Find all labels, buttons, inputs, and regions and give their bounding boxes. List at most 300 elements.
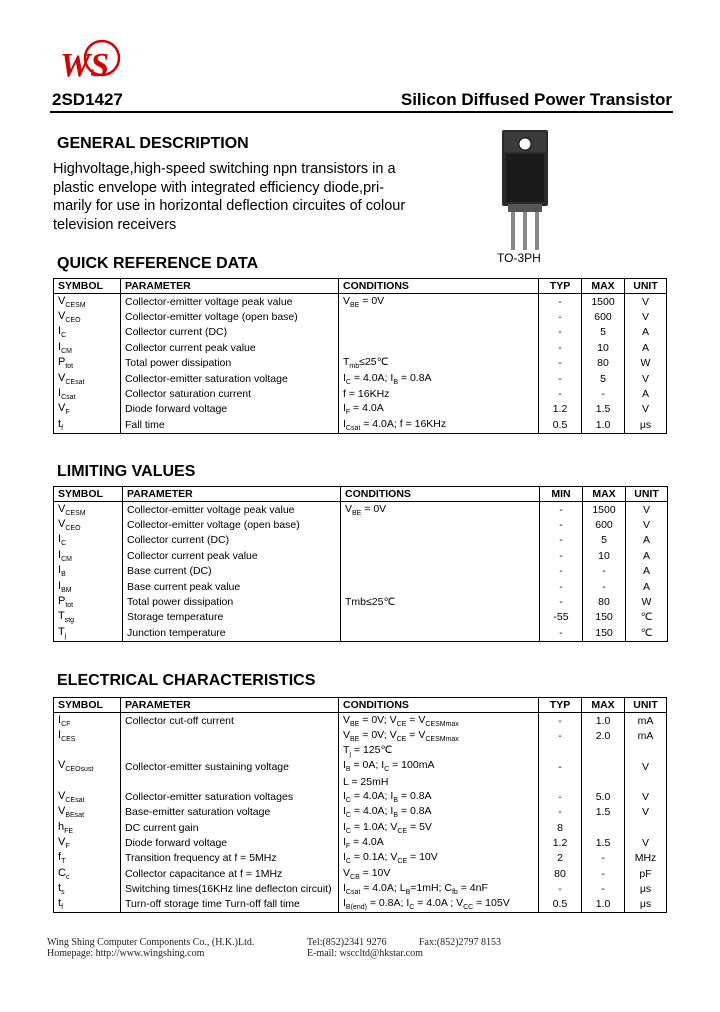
table-row <box>54 625 668 641</box>
symbol-subscript: F <box>65 409 70 417</box>
conditions-cell: $I_F = 4.0A$ <box>339 402 539 417</box>
symbol-subscript: CEsat <box>65 378 85 386</box>
conditions-cell <box>339 340 539 355</box>
symbol-subscript: Csat <box>61 394 76 402</box>
typ-cell: - <box>539 340 582 355</box>
table-row <box>54 402 667 417</box>
min-cell: - <box>540 594 583 609</box>
param-cell: Collector-emitter voltage (open base) <box>123 517 341 532</box>
symbol-subscript: T <box>61 858 66 866</box>
table-row <box>54 517 668 532</box>
symbol-cell <box>54 594 123 609</box>
conditions-cell <box>341 517 540 532</box>
unit-cell: V <box>625 805 667 820</box>
param-cell <box>121 774 339 789</box>
max-cell <box>582 774 625 789</box>
column-header: UNIT <box>625 279 667 294</box>
limiting-values-table <box>53 486 668 642</box>
column-header: SYMBOL <box>54 279 121 294</box>
symbol-subscript: CM <box>61 555 72 563</box>
conditions-cell: $T_{mb}\le 25℃$ <box>339 356 539 371</box>
table-row <box>54 340 667 355</box>
param-cell: Transition frequency at f = 5MHz <box>121 851 339 866</box>
unit-cell: W <box>626 594 668 609</box>
min-cell: -55 <box>540 610 583 625</box>
max-cell: 5.0 <box>582 789 625 804</box>
symbol-letter: T <box>58 625 65 638</box>
symbol-letter: V <box>58 310 66 323</box>
unit-cell: ℃ <box>626 610 668 625</box>
table-row <box>54 502 668 518</box>
electrical-characteristics-table <box>53 697 667 913</box>
typ-cell: - <box>539 356 582 371</box>
min-cell: - <box>540 548 583 563</box>
conditions-cell: $V_{BE} = 0V$ <box>339 294 539 310</box>
symbol-letter: I <box>58 713 62 726</box>
logo-text: WS <box>60 47 110 84</box>
conditions-cell: $V_{BE} = 0V$ <box>341 502 540 518</box>
symbol-cell <box>54 774 121 789</box>
conditions-cell: $I_F = 4.0A$ <box>339 835 539 850</box>
typ-cell: - <box>539 713 582 729</box>
typ-cell: - <box>539 371 582 386</box>
column-header: PARAMETER <box>121 698 339 713</box>
unit-cell: pF <box>625 866 667 881</box>
param-cell: Collector current (DC) <box>121 325 339 340</box>
conditions-cell: $I_C = 0.1A$; $V_{CE} = 10V$ <box>339 851 539 866</box>
column-header: CONDITIONS <box>341 487 540 502</box>
param-cell: Collector current peak value <box>123 548 341 563</box>
table-row <box>54 533 668 548</box>
param-cell: Collector current (DC) <box>123 533 341 548</box>
param-cell: Collector current peak value <box>121 340 339 355</box>
column-header: CONDITIONS <box>339 279 539 294</box>
table-row <box>54 356 667 371</box>
symbol-letter: V <box>58 402 66 415</box>
typ-cell: 1.2 <box>539 835 582 850</box>
param-cell: Collector cut-off current <box>121 713 339 729</box>
unit-cell: V <box>625 835 667 850</box>
symbol-cell <box>54 386 121 401</box>
max-cell: 150 <box>583 625 626 641</box>
table-row <box>54 897 667 913</box>
param-cell: Collector-emitter voltage peak value <box>123 502 341 518</box>
typ-cell: - <box>539 805 582 820</box>
footer-company: Wing Shing Computer Components Co., (H.K.)Ltd. <box>47 937 255 948</box>
typ-cell: 8 <box>539 820 582 835</box>
title-divider <box>50 111 673 113</box>
symbol-cell <box>54 502 123 518</box>
symbol-subscript: CESM <box>65 301 86 309</box>
quick-reference-heading: QUICK REFERENCE DATA <box>57 255 259 272</box>
column-header: MAX <box>582 279 625 294</box>
footer-tel: Tel:(852)2341 9276 <box>307 937 387 948</box>
typ-cell: 80 <box>539 866 582 881</box>
symbol-subscript: tot <box>65 363 74 371</box>
symbol-letter: I <box>58 728 62 741</box>
column-header: TYP <box>539 279 582 294</box>
symbol-cell <box>54 417 121 433</box>
symbol-cell <box>54 294 121 310</box>
conditions-cell: $I_C = 4.0A$; $I_B = 0.8A$ <box>339 371 539 386</box>
max-cell: 1.5 <box>582 835 625 850</box>
max-cell <box>582 744 625 759</box>
symbol-letter: V <box>58 805 66 818</box>
param-cell: Diode forward voltage <box>121 402 339 417</box>
conditions-cell: $V_{BE} = 0V$; $V_{CE} = V_{CESMmax}$ <box>339 728 539 743</box>
symbol-cell <box>54 340 121 355</box>
conditions-cell: f = 16KHz <box>339 386 539 401</box>
param-cell: Collector-emitter saturation voltages <box>121 789 339 804</box>
conditions-cell <box>339 309 539 324</box>
symbol-subscript: CEOsust <box>65 766 94 774</box>
max-cell: 5 <box>582 371 625 386</box>
max-cell: 5 <box>582 325 625 340</box>
unit-cell: A <box>625 386 667 401</box>
symbol-cell <box>54 744 121 759</box>
table-row <box>54 759 667 774</box>
param-cell: Collector-emitter sustaining voltage <box>121 759 339 774</box>
max-cell: 600 <box>582 309 625 324</box>
table-row <box>54 881 667 896</box>
param-cell: Total power dissipation <box>123 594 341 609</box>
param-cell <box>121 744 339 759</box>
symbol-letter: I <box>58 533 62 546</box>
symbol-letter: f <box>58 851 62 864</box>
symbol-letter: V <box>58 790 66 803</box>
description-line: television receivers <box>53 216 177 233</box>
symbol-letter: C <box>58 866 66 879</box>
unit-cell: A <box>626 579 668 594</box>
param-cell: Collector saturation current <box>121 386 339 401</box>
unit-cell: V <box>625 294 667 310</box>
typ-cell: 0.5 <box>539 417 582 433</box>
symbol-letter: V <box>58 835 66 848</box>
symbol-subscript: CEO <box>65 525 81 533</box>
symbol-cell <box>54 851 121 866</box>
table-row <box>54 820 667 835</box>
unit-cell: A <box>626 548 668 563</box>
symbol-subscript: B <box>61 571 66 579</box>
min-cell: - <box>540 502 583 518</box>
unit-cell: mA <box>625 728 667 743</box>
column-header: SYMBOL <box>54 698 121 713</box>
unit-cell <box>625 774 667 789</box>
table-row <box>54 564 668 579</box>
unit-cell: A <box>625 325 667 340</box>
table-row <box>54 386 667 401</box>
unit-cell <box>625 820 667 835</box>
typ-cell <box>539 744 582 759</box>
symbol-letter: I <box>58 579 62 592</box>
param-cell: Turn-off storage time Turn-off fall time <box>121 897 339 913</box>
symbol-letter: I <box>58 325 62 338</box>
symbol-subscript: c <box>65 873 70 881</box>
conditions-cell: $I_C = 4.0A$; $I_B = 0.8A$ <box>339 789 539 804</box>
symbol-cell <box>54 517 123 532</box>
conditions-cell <box>341 548 540 563</box>
symbol-cell <box>54 564 123 579</box>
conditions-cell: $I_{Csat} = 4.0A$; f = 16KHz <box>339 417 539 433</box>
conditions-cell <box>339 325 539 340</box>
param-cell: DC current gain <box>121 820 339 835</box>
symbol-cell <box>54 309 121 324</box>
conditions-cell: $I_B = 0A$; $I_C = 100mA$ <box>339 759 539 774</box>
unit-cell: μs <box>625 881 667 896</box>
unit-cell <box>625 744 667 759</box>
column-header: MIN <box>540 487 583 502</box>
param-cell: Diode forward voltage <box>121 835 339 850</box>
max-cell: 1500 <box>583 502 626 518</box>
param-cell: Base-emitter saturation voltage <box>121 805 339 820</box>
max-cell: 1.0 <box>582 713 625 729</box>
conditions-cell <box>341 579 540 594</box>
max-cell: 1.5 <box>582 805 625 820</box>
symbol-subscript: s <box>61 888 65 896</box>
typ-cell: 0.5 <box>539 897 582 913</box>
max-cell: - <box>582 851 625 866</box>
document-title: Silicon Diffused Power Transistor <box>400 90 672 109</box>
max-cell: 10 <box>582 340 625 355</box>
min-cell: - <box>540 517 583 532</box>
unit-cell: W <box>625 356 667 371</box>
max-cell: 1.5 <box>582 402 625 417</box>
max-cell: 5 <box>583 533 626 548</box>
typ-cell: - <box>539 309 582 324</box>
unit-cell: V <box>626 502 668 518</box>
symbol-subscript: BEsat <box>65 812 85 820</box>
symbol-letter: V <box>58 518 66 531</box>
conditions-cell: $V_{BE} = 0V$; $V_{CE} = V_{CESMmax}$ <box>339 713 539 729</box>
symbol-subscript: BM <box>61 586 72 594</box>
param-cell: Collector-emitter voltage (open base) <box>121 309 339 324</box>
typ-cell: - <box>539 325 582 340</box>
symbol-cell <box>54 789 121 804</box>
max-cell: 2.0 <box>582 728 625 743</box>
conditions-cell: $I_C = 1.0A$; $V_{CE} = 5V$ <box>339 820 539 835</box>
conditions-cell: L = 25mH <box>339 774 539 789</box>
symbol-letter: P <box>58 594 66 607</box>
typ-cell: - <box>539 728 582 743</box>
min-cell: - <box>540 564 583 579</box>
symbol-cell <box>54 713 121 729</box>
column-header: UNIT <box>625 698 667 713</box>
symbol-subscript: F <box>65 843 70 851</box>
conditions-cell: $I_C = 4.0A$; $I_B = 0.8A$ <box>339 805 539 820</box>
conditions-cell: $T_j$ = 125℃ <box>339 744 539 759</box>
typ-cell: 1.2 <box>539 402 582 417</box>
typ-cell: - <box>539 294 582 310</box>
table-row <box>54 417 667 433</box>
table-row <box>54 744 667 759</box>
symbol-subscript: stg <box>64 617 75 625</box>
symbol-letter: t <box>58 881 62 894</box>
table-row <box>54 579 668 594</box>
symbol-subscript: f <box>61 424 64 432</box>
conditions-cell: $I_{B(end)} = 0.8A$; $I_C = 4.0A$ ; $V_{CC} = 105V$ <box>339 897 539 913</box>
description-line: marily for use in horizontal deflection circuites of colour <box>53 198 406 214</box>
table-row <box>54 309 667 324</box>
min-cell: - <box>540 625 583 641</box>
max-cell: - <box>582 881 625 896</box>
symbol-cell <box>54 625 123 641</box>
symbol-letter: T <box>58 610 65 623</box>
symbol-cell <box>54 371 121 386</box>
general-description-heading: GENERAL DESCRIPTION <box>57 135 249 152</box>
column-header: CONDITIONS <box>339 698 539 713</box>
column-header: MAX <box>583 487 626 502</box>
symbol-letter: I <box>58 548 62 561</box>
conditions-cell <box>341 564 540 579</box>
conditions-cell <box>341 610 540 625</box>
symbol-cell <box>54 820 121 835</box>
symbol-cell <box>54 579 123 594</box>
table-row <box>54 866 667 881</box>
max-cell: 1.0 <box>582 897 625 913</box>
typ-cell: - <box>539 789 582 804</box>
typ-cell: - <box>539 881 582 896</box>
max-cell <box>582 759 625 774</box>
param-cell: Collector-emitter voltage peak value <box>121 294 339 310</box>
column-header: PARAMETER <box>123 487 341 502</box>
symbol-subscript: FE <box>64 827 74 835</box>
symbol-cell <box>54 866 121 881</box>
table-row <box>54 789 667 804</box>
param-cell: Collector-emitter saturation voltage <box>121 371 339 386</box>
symbol-cell <box>54 728 121 743</box>
max-cell: 80 <box>582 356 625 371</box>
description-line: plastic envelope with integrated efficiency diode,pri- <box>53 179 385 196</box>
symbol-letter: P <box>58 356 66 369</box>
unit-cell: μs <box>625 897 667 913</box>
to3ph-package-illustration <box>480 128 570 268</box>
conditions-cell <box>341 533 540 548</box>
max-cell: 600 <box>583 517 626 532</box>
param-cell: Storage temperature <box>123 610 341 625</box>
conditions-cell: $I_{Csat} = 4.0A$; $L_B=1mH$; $C_{fb} = 4nF$ <box>339 881 539 896</box>
max-cell: 150 <box>583 610 626 625</box>
symbol-letter: t <box>58 897 62 910</box>
param-cell: Total power dissipation <box>121 356 339 371</box>
table-row <box>54 728 667 743</box>
symbol-subscript: C <box>61 332 67 340</box>
symbol-letter: t <box>58 417 62 430</box>
symbol-cell <box>54 402 121 417</box>
conditions-cell: $V_{CB} = 10V$ <box>339 866 539 881</box>
max-cell <box>582 820 625 835</box>
max-cell: - <box>582 866 625 881</box>
typ-cell: - <box>539 759 582 774</box>
max-cell: - <box>583 564 626 579</box>
symbol-subscript: CF <box>61 720 71 728</box>
symbol-letter: I <box>58 386 62 399</box>
symbol-subscript: j <box>64 632 67 640</box>
unit-cell: V <box>625 759 667 774</box>
column-header: MAX <box>582 698 625 713</box>
symbol-subscript: C <box>61 540 67 548</box>
symbol-cell <box>54 356 121 371</box>
unit-cell: V <box>625 309 667 324</box>
footer-fax: Fax:(852)2797 8153 <box>419 937 501 948</box>
column-header: UNIT <box>626 487 668 502</box>
footer-homepage[interactable]: Homepage: http://www.wingshing.com <box>47 948 205 959</box>
symbol-letter: h <box>58 820 65 833</box>
symbol-letter: V <box>58 371 66 384</box>
limiting-values-heading: LIMITING VALUES <box>57 463 196 480</box>
max-cell: - <box>582 386 625 401</box>
unit-cell: MHz <box>625 851 667 866</box>
symbol-cell <box>54 805 121 820</box>
unit-cell: A <box>625 340 667 355</box>
param-cell: Fall time <box>121 417 339 433</box>
unit-cell: V <box>625 371 667 386</box>
param-cell: Switching times(16KHz line deflecton circuit) <box>121 881 339 896</box>
typ-cell <box>539 774 582 789</box>
unit-cell: ℃ <box>626 625 668 641</box>
param-cell: Base current (DC) <box>123 564 341 579</box>
package-label: TO-3PH <box>497 251 541 265</box>
table-row <box>54 774 667 789</box>
table-row <box>54 294 667 310</box>
part-number: 2SD1427 <box>52 90 123 109</box>
footer-email[interactable]: E-mail: wsccltd@hkstar.com <box>307 948 423 959</box>
quick-reference-table <box>53 278 667 434</box>
typ-cell: 2 <box>539 851 582 866</box>
param-cell: Collector capacitance at f = 1MHz <box>121 866 339 881</box>
min-cell: - <box>540 579 583 594</box>
symbol-cell <box>54 897 121 913</box>
min-cell: - <box>540 533 583 548</box>
typ-cell: - <box>539 386 582 401</box>
symbol-cell <box>54 835 121 850</box>
symbol-cell <box>54 610 123 625</box>
table-row <box>54 371 667 386</box>
symbol-letter: I <box>58 340 62 353</box>
unit-cell: mA <box>625 713 667 729</box>
symbol-cell <box>54 533 123 548</box>
table-row <box>54 851 667 866</box>
company-logo <box>58 38 122 84</box>
symbol-letter: I <box>58 564 62 577</box>
unit-cell: V <box>626 517 668 532</box>
symbol-letter: V <box>58 759 66 772</box>
table-row <box>54 610 668 625</box>
symbol-cell <box>54 881 121 896</box>
conditions-cell: Tmb≤25℃ <box>341 594 540 609</box>
symbol-subscript: CES <box>61 735 76 743</box>
table-row <box>54 835 667 850</box>
symbol-subscript: CEO <box>65 317 81 325</box>
param-cell: Base current peak value <box>123 579 341 594</box>
param-cell <box>121 728 339 743</box>
symbol-cell <box>54 325 121 340</box>
symbol-cell <box>54 548 123 563</box>
symbol-subscript: f <box>61 904 64 912</box>
symbol-subscript: CM <box>61 347 72 355</box>
unit-cell: V <box>625 789 667 804</box>
symbol-subscript: tot <box>65 602 74 610</box>
unit-cell: A <box>626 533 668 548</box>
symbol-subscript: CESM <box>65 509 86 517</box>
symbol-letter: V <box>58 294 66 307</box>
max-cell: - <box>583 579 626 594</box>
column-header: PARAMETER <box>121 279 339 294</box>
table-row <box>54 805 667 820</box>
column-header: TYP <box>539 698 582 713</box>
unit-cell: μs <box>625 417 667 433</box>
electrical-characteristics-heading: ELECTRICAL CHARACTERISTICS <box>57 672 316 689</box>
table-row <box>54 548 668 563</box>
